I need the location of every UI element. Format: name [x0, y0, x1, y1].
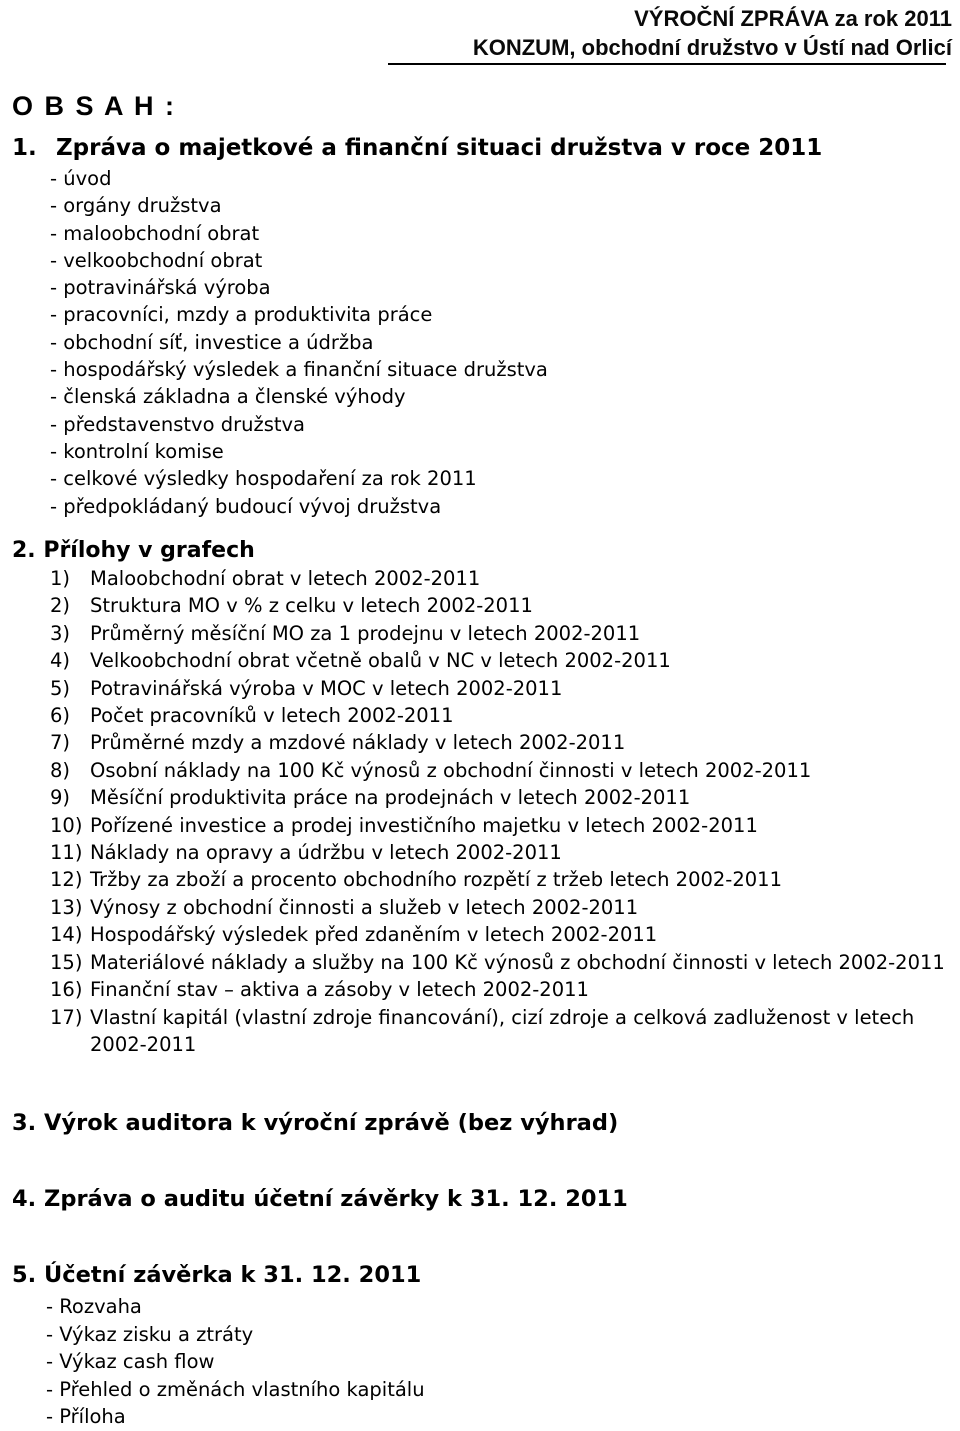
- item-text: Hospodářský výsledek před zdaněním v letech 2002-2011: [90, 923, 658, 947]
- item-text: Materiálové náklady a služby na 100 Kč výnosů z obchodní činnosti v letech 2002-2011: [90, 950, 945, 974]
- item-text: Struktura MO v % z celku v letech 2002-2011: [90, 594, 533, 618]
- item-number: 8): [50, 758, 71, 782]
- list-item: - členská základna a členské výhody: [50, 385, 406, 409]
- section-2-list: [50, 565, 960, 1058]
- list-item: - Přehled o změnách vlastního kapitálu: [46, 1377, 425, 1401]
- item-text: Velkoobchodní obrat včetně obalů v NC v letech 2002-2011: [90, 649, 671, 673]
- list-item: [50, 620, 960, 647]
- list-item: [50, 1004, 960, 1059]
- item-number: 12): [50, 868, 83, 892]
- item-text: Maloobchodní obrat v letech 2002-2011: [90, 567, 481, 590]
- section-3-heading: 3. Výrok auditora k výroční zprávě (bez výhrad): [12, 1110, 619, 1136]
- toc-title: O B S A H :: [12, 91, 177, 121]
- item-text: Měsíční produktivita práce na prodejnách v letech 2002-2011: [90, 786, 691, 810]
- list-item: - kontrolní komise: [50, 439, 224, 463]
- item-text: Výnosy z obchodní činnosti a služeb v letech 2002-2011: [90, 895, 639, 919]
- list-item: [50, 839, 960, 866]
- list-item: [50, 812, 960, 839]
- item-number: 11): [50, 841, 83, 865]
- list-item: [50, 784, 960, 811]
- list-item: - úvod: [50, 167, 112, 190]
- list-item: - velkoobchodní obrat: [50, 248, 263, 272]
- item-number: 15): [50, 950, 83, 974]
- list-item: [50, 976, 960, 1003]
- list-item: - potravinářská výroba: [50, 276, 271, 300]
- report-header: [473, 4, 952, 62]
- list-item: - Rozvaha: [46, 1295, 142, 1318]
- item-number: 2): [50, 594, 71, 618]
- section-1-number: 1.: [12, 135, 37, 161]
- item-number: 9): [50, 786, 71, 810]
- list-item: - představenstvo družstva: [50, 412, 305, 436]
- item-text: Finanční stav – aktiva a zásoby v letech 2002-2011: [90, 978, 589, 1002]
- item-number: 13): [50, 895, 83, 919]
- item-number: 4): [50, 649, 71, 673]
- item-text: Tržby za zboží a procento obchodního rozpětí z tržeb letech 2002-2011: [90, 868, 782, 892]
- list-item: [50, 949, 960, 976]
- item-number: 3): [50, 621, 71, 645]
- list-item: [50, 675, 960, 702]
- item-text: Náklady na opravy a údržbu v letech 2002-2011: [90, 841, 562, 865]
- section-2-heading: 2. Přílohy v grafech: [12, 538, 255, 563]
- list-item: [50, 592, 960, 619]
- item-number: 10): [50, 813, 83, 837]
- list-item: [50, 866, 960, 893]
- list-item: - předpokládaný budoucí vývoj družstva: [50, 494, 442, 518]
- list-item: - celkové výsledky hospodaření za rok 2011: [50, 467, 477, 491]
- list-item: [50, 757, 960, 784]
- list-item: - orgány družstva: [50, 194, 222, 218]
- item-number: 6): [50, 704, 71, 728]
- list-item: [50, 921, 960, 948]
- report-title: VÝROČNÍ ZPRÁVA za rok 2011: [634, 6, 952, 31]
- item-text: Vlastní kapitál (vlastní zdroje financování), cizí zdroje a celková zadluženost v letech 2002-2011: [90, 1005, 915, 1056]
- item-text: Potravinářská výroba v MOC v letech 2002-2011: [90, 676, 563, 700]
- list-item: [50, 702, 960, 729]
- item-number: 5): [50, 676, 71, 700]
- list-item: - hospodářský výsledek a finanční situace družstva: [50, 358, 548, 382]
- item-text: Průměrný měsíční MO za 1 prodejnu v letech 2002-2011: [90, 621, 641, 645]
- item-number: 1): [50, 567, 71, 590]
- list-item: - Příloha: [46, 1405, 126, 1428]
- section-1-list: [50, 165, 548, 520]
- item-text: Osobní náklady na 100 Kč výnosů z obchodní činnosti v letech 2002-2011: [90, 758, 812, 782]
- list-item: - Výkaz cash flow: [46, 1350, 215, 1373]
- section-1-heading: [12, 133, 822, 163]
- section-5-heading: 5. Účetní závěrka k 31. 12. 2011: [12, 1262, 422, 1288]
- list-item: [50, 647, 960, 674]
- list-item: - maloobchodní obrat: [50, 221, 260, 245]
- list-item: [50, 729, 960, 756]
- section-4-heading: 4. Zpráva o auditu účetní závěrky k 31. 12. 2011: [12, 1186, 628, 1212]
- list-item: - pracovníci, mzdy a produktivita práce: [50, 303, 433, 327]
- item-number: 7): [50, 731, 71, 755]
- item-text: Průměrné mzdy a mzdové náklady v letech 2002-2011: [90, 731, 626, 755]
- list-item: - obchodní síť, investice a údržba: [50, 330, 374, 354]
- header-divider: [388, 63, 946, 65]
- list-item: [50, 565, 960, 592]
- item-number: 14): [50, 923, 83, 947]
- organization-name: KONZUM, obchodní družstvo v Ústí nad Orlicí: [472, 35, 952, 60]
- item-number: 16): [50, 978, 83, 1002]
- item-number: 17): [50, 1005, 83, 1029]
- list-item: [50, 894, 960, 921]
- section-5-list: [46, 1293, 425, 1431]
- item-text: Pořízené investice a prodej investičního majetku v letech 2002-2011: [90, 813, 758, 837]
- item-text: Počet pracovníků v letech 2002-2011: [90, 704, 454, 728]
- list-item: - Výkaz zisku a ztráty: [46, 1322, 254, 1346]
- section-1-title: Zpráva o majetkové a finanční situaci družstva v roce 2011: [56, 135, 823, 161]
